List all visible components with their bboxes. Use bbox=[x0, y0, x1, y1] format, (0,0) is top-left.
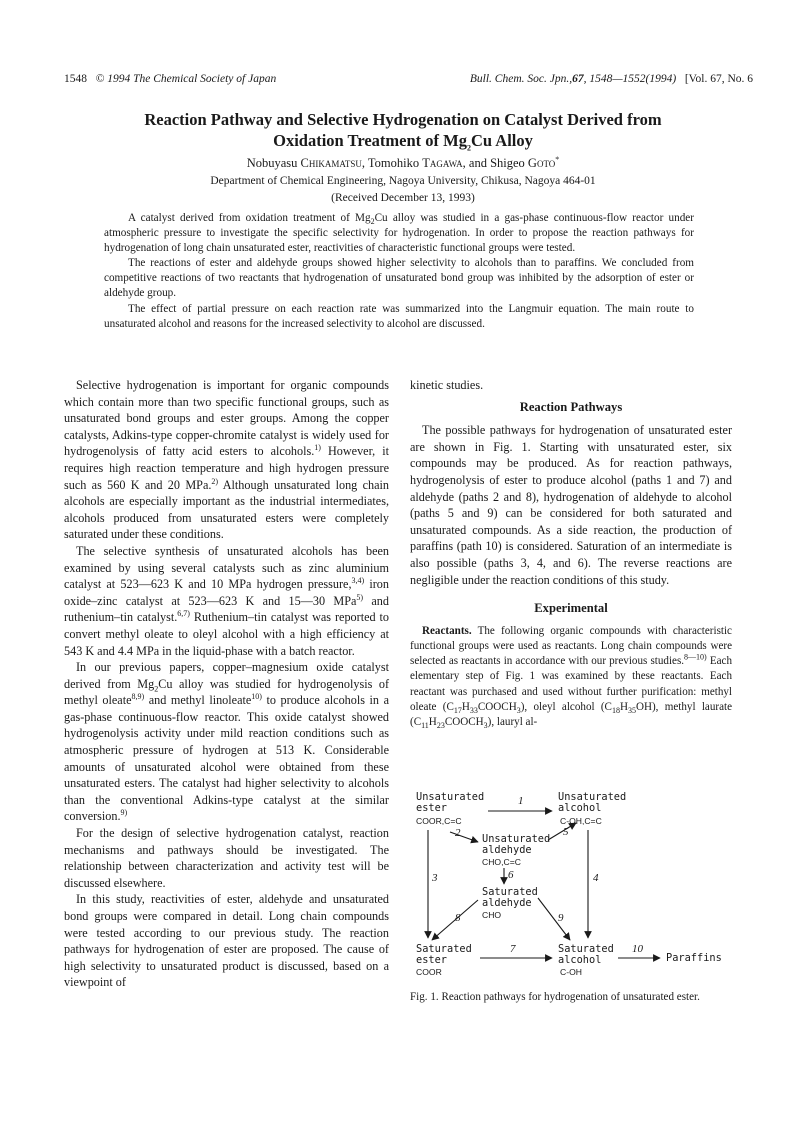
reactants-runin-heading: Reactants. bbox=[422, 624, 472, 637]
intro-p3-sub: 2 bbox=[154, 684, 159, 694]
title-line-2-sub: 2 bbox=[466, 143, 471, 153]
reactants-c: H bbox=[461, 700, 470, 713]
path-label-1: 1 bbox=[518, 795, 524, 807]
path-label-7: 7 bbox=[510, 943, 516, 955]
formula-sub: 33 bbox=[469, 705, 478, 715]
intro-p1-b: However, it requires high reaction temperature and high hydrogen pressure such as 560 K and 20 MPa. bbox=[64, 444, 389, 492]
page-number: 1548 bbox=[64, 73, 87, 85]
body-column-right bbox=[410, 377, 732, 730]
node-unsaturated-aldehyde-formula: CHO,C=C bbox=[482, 857, 521, 867]
reactants-a: The following organic compounds with characteristic functional groups were used as reactants. Long chain compounds were selected as reactants in accordance with our previous studies. bbox=[410, 624, 732, 668]
intro-p3-b: Cu alloy was studied for hydrogenolysis of methyl oleate bbox=[64, 676, 390, 708]
intro-paragraph-5: In this study, reactivities of ester, aldehyde and unsaturated bond groups were compared in detail. Long chain compounds were tested according to our previous study. The reaction pathways for hydrogenation of ester are proposed. The cause of high selectivity to unsaturated product is discussed, based on a viewpoint of bbox=[64, 892, 389, 990]
node-unsaturated-ester: Unsaturated ester bbox=[416, 791, 485, 814]
citation[interactable]: 3,4) bbox=[351, 576, 365, 586]
citation[interactable]: 8—10) bbox=[684, 652, 707, 662]
node-saturated-ester-formula: COOR bbox=[416, 967, 442, 977]
intro-paragraph-4: For the design of selective hydrogenation catalyst, reaction mechanisms and pathways should be investigated. The relationship between characterization and activity test will be discussed elsewhere. bbox=[64, 826, 389, 890]
copyright-notice: © 1994 The Chemical Society of Japan bbox=[95, 73, 277, 85]
reactants-g: OH), methyl laurate (C bbox=[410, 700, 733, 728]
formula-sub: 17 bbox=[453, 705, 462, 715]
intro-p3-a: In our previous papers, copper–magnesium oxide catalyst derived from Mg bbox=[64, 660, 389, 691]
abstract-paragraph-1 bbox=[104, 211, 694, 256]
intro-paragraph-1 bbox=[64, 377, 389, 543]
paper-title bbox=[60, 109, 746, 151]
intro-p1-a: Selective hydrogenation is important for organic compounds which contain more than two specific functional groups, such as unsaturated bond groups and ester groups. Among the copper catalysts, Adkins-type copper-chromite catalyst is widely used for hydrogenolysis of fatty acid esters to alcohols. bbox=[64, 378, 389, 459]
node-unsaturated-alcohol-formula: C-OH,C=C bbox=[560, 816, 602, 826]
author-2-last: Tagawa bbox=[422, 156, 463, 170]
author-1-last: Chikamatsu bbox=[300, 156, 362, 170]
running-header-left bbox=[64, 73, 276, 85]
arrow-path-9 bbox=[538, 898, 570, 940]
pathways-paragraph: The possible pathways for hydrogenation of unsaturated ester are shown in Fig. 1. Starting with unsaturated ester, six compounds may be produced. As for reaction pathways, hydrogenolysis of ester to produce alcohol (paths 1 and 7) and aldehyde (paths 2 and 8), hydrogenation of aldehyde to alcohol (paths 5 and 9) can be considered for both saturated and unsaturated compounds. As a side reaction, the production of paraffins (path 10) is considered. Saturation of an intermediate is also possible (paths 3, 4, and 6). The reverse reactions are negligible under the reaction conditions of this study. bbox=[410, 423, 732, 587]
path-label-4: 4 bbox=[593, 872, 599, 884]
title-line-2 bbox=[60, 130, 746, 151]
author-list bbox=[60, 155, 746, 172]
node-unsaturated-aldehyde: Unsaturated aldehyde bbox=[482, 833, 551, 856]
author-3-first: , and Shigeo bbox=[462, 156, 528, 170]
formula-sub: 18 bbox=[611, 705, 620, 715]
title-line-2-a: Oxidation Treatment of Mg bbox=[273, 131, 467, 150]
formula-sub: 3 bbox=[483, 721, 488, 731]
path-label-2: 2 bbox=[455, 827, 461, 839]
formula-sub: 35 bbox=[627, 705, 636, 715]
intro-p2-b: iron oxide–zinc catalyst at 523—623 K and 15—30 MPa bbox=[64, 577, 389, 608]
citation[interactable]: 9) bbox=[120, 808, 128, 818]
node-saturated-aldehyde-formula: CHO bbox=[482, 910, 502, 920]
abstract-paragraph-3: The effect of partial pressure on each reaction rate was summarized into the Langmuir equation. The main route to unsaturated alcohol and reasons for the increased selectivity to alcohol are discussed. bbox=[104, 302, 694, 330]
path-label-3: 3 bbox=[432, 872, 438, 884]
path-label-9: 9 bbox=[558, 912, 564, 924]
reactants-paragraph bbox=[410, 624, 732, 730]
body-column-left bbox=[64, 377, 389, 991]
intro-p3-c: and methyl linoleate bbox=[144, 693, 252, 708]
continuation-text: kinetic studies. bbox=[410, 378, 484, 392]
title-line-1: Reaction Pathway and Selective Hydrogenation on Catalyst Derived from bbox=[144, 110, 662, 129]
formula-sub: 23 bbox=[436, 721, 445, 731]
intro-p2-c: and ruthenium–tin catalyst. bbox=[64, 593, 389, 625]
reactants-j: ), lauryl al- bbox=[487, 715, 538, 728]
path-label-5: 5 bbox=[563, 826, 569, 838]
abstract-p1-a: A catalyst derived from oxidation treatment of Mg bbox=[128, 212, 371, 224]
reactants-h: H bbox=[428, 715, 437, 728]
intro-paragraph-3 bbox=[64, 659, 389, 825]
author-3-last: Goto bbox=[527, 156, 556, 170]
intro-p2-d: Ruthenium–tin catalyst was reported to convert methyl oleate to oleyl alcohol with a high efficiency at 543 K and 4.4 MPa in the liquid-phase with a batch reactor. bbox=[64, 610, 389, 658]
journal-volume: 67 bbox=[572, 73, 584, 85]
affiliation: Department of Chemical Engineering, Nagoya University, Chikusa, Nagoya 464-01 bbox=[210, 175, 596, 187]
path-label-10: 10 bbox=[632, 943, 643, 955]
formula-sub: 11 bbox=[421, 721, 429, 731]
node-saturated-aldehyde: Saturated aldehyde bbox=[482, 886, 538, 909]
node-saturated-alcohol-formula: C-OH bbox=[560, 967, 582, 977]
journal-issue: [Vol. 67, No. 6 bbox=[684, 73, 753, 85]
intro-paragraph-2 bbox=[64, 543, 389, 659]
path-label-6: 6 bbox=[508, 869, 514, 881]
journal-pages: , 1548—1552(1994) bbox=[583, 73, 677, 85]
section-heading-experimental: Experimental bbox=[534, 601, 608, 616]
corresponding-author-mark: * bbox=[555, 154, 560, 164]
running-header-right bbox=[470, 73, 753, 85]
reactants-e: ), oleyl alcohol (C bbox=[520, 700, 612, 713]
node-unsaturated-ester-formula: COOR,C=C bbox=[416, 816, 462, 826]
node-paraffins: Paraffins bbox=[666, 952, 722, 964]
node-saturated-ester: Saturated ester bbox=[416, 943, 472, 966]
figure-caption: Fig. 1. Reaction pathways for hydrogenation of unsaturated ester. bbox=[410, 991, 700, 1003]
author-2-first: , Tomohiko bbox=[361, 156, 423, 170]
received-date: (Received December 13, 1993) bbox=[331, 192, 475, 204]
path-label-8: 8 bbox=[455, 912, 461, 924]
author-1-first: Nobuyasu bbox=[246, 156, 301, 170]
intro-p1-c: Although unsaturated long chain alcohols are especially important as the industrial intermediates, alcohols produced from unsaturated esters were completely saturated under these conditions. bbox=[64, 477, 389, 542]
citation[interactable]: 6,7) bbox=[177, 609, 190, 619]
reactants-d: COOCH bbox=[477, 700, 517, 713]
abstract-paragraph-2: The reactions of ester and aldehyde groups showed higher selectivity to alcohols than to paraffins. We concluded from competitive reactions of two reactants that hydrogenation of unsaturated bond group was inhibited by the adsorption of ester or aldehyde group. bbox=[104, 257, 694, 300]
citation[interactable]: 1) bbox=[314, 443, 321, 453]
node-unsaturated-alcohol: Unsaturated alcohol bbox=[558, 791, 627, 814]
title-line-2-b: Cu Alloy bbox=[470, 131, 533, 150]
reactants-f: H bbox=[619, 700, 628, 713]
abstract-p1-sub: 2 bbox=[370, 217, 375, 227]
citation[interactable]: 10) bbox=[251, 692, 262, 702]
citation[interactable]: 8,9) bbox=[131, 692, 145, 702]
citation[interactable]: 2) bbox=[211, 476, 219, 486]
intro-p2-a: The selective synthesis of unsaturated alcohols has been examined by using several catalysts such as zinc aluminium catalyst at 523—623 K and 10 MPa hydrogen pressure, bbox=[64, 543, 389, 592]
figure-reaction-pathways bbox=[410, 786, 732, 986]
section-heading-reaction-pathways: Reaction Pathways bbox=[519, 399, 623, 414]
reactants-i: COOCH bbox=[444, 715, 484, 728]
reactants-b: Each elementary step of Fig. 1 was examined by these reactants. Each reactant was purchased and used without further purification: methyl oleate (C bbox=[410, 655, 732, 713]
citation[interactable]: 5) bbox=[356, 592, 364, 602]
journal-name: Bull. Chem. Soc. Jpn., bbox=[469, 73, 573, 85]
formula-sub: 3 bbox=[516, 705, 521, 715]
abstract bbox=[104, 211, 694, 332]
node-saturated-alcohol: Saturated alcohol bbox=[558, 943, 614, 966]
intro-p3-d: to produce alcohols in a gas-phase continuous-flow reactor. This oxide catalyst showed hydrogenolysis activity under mild reaction conditions such as atmospheric pressure of hydrogen at 513 K. Considerable amounts of unsaturated alcohol were obtained from these unsaturated esters. The catalyst had higher selectivity to alcohols than the conventional Adkins-type catalyst at the similar conversion. bbox=[64, 693, 389, 824]
abstract-p1-b: Cu alloy was studied in a gas-phase continuous-flow reactor under atmospheric pressure to investigate the specific selectivity for hydrogenation. In order to propose the reaction pathways for hydrogenation of long chain unsaturated ester, reactivities of characteristic functional groups were tested. bbox=[104, 212, 694, 255]
